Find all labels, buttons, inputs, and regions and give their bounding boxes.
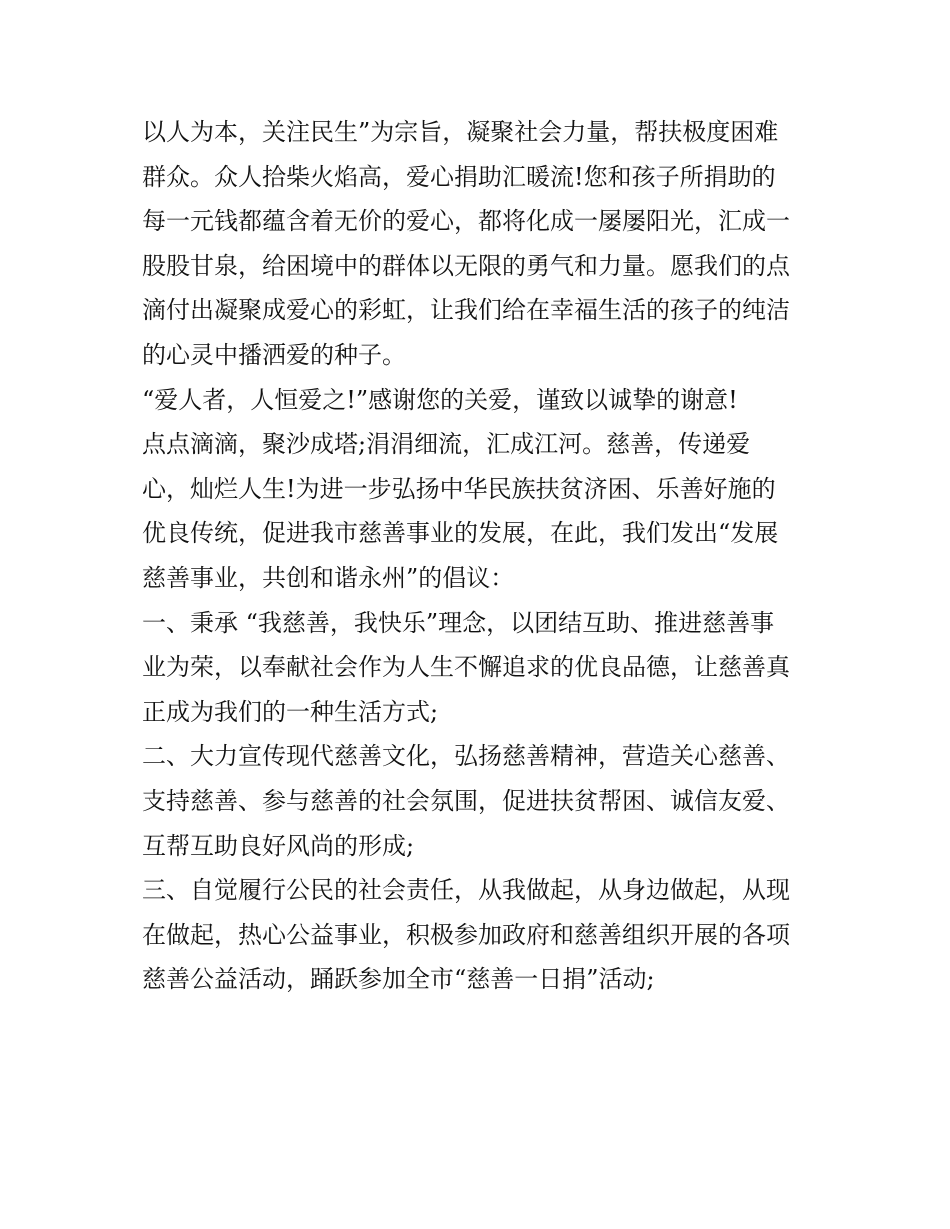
text-line: 心，灿烂人生!为进一步弘扬中华民族扶贫济困、乐善好施的 xyxy=(142,474,776,503)
text-line: 业为荣，以奉献社会作为人生不懈追求的优良品德，让慈善真 xyxy=(142,653,790,682)
text-line: 的心灵中播洒爱的种子。 xyxy=(142,340,406,369)
text-line: “爱人者，人恒爱之!”感谢您的关爱，谨致以诚挚的谢意! xyxy=(142,385,738,414)
text-line: 正成为我们的一种生活方式; xyxy=(142,697,439,726)
text-line: 优良传统，促进我市慈善事业的发展，在此，我们发出“发展 xyxy=(142,519,779,548)
text-line: 股股甘泉，给困境中的群体以无限的勇气和力量。愿我们的点 xyxy=(142,251,790,280)
text-line: 慈善公益活动，踊跃参加全市“慈善一日捐”活动; xyxy=(142,965,655,994)
text-line: 点点滴滴，聚沙成塔;涓涓细流，汇成江河。慈善，传递爱 xyxy=(142,430,751,459)
text-line: 二、大力宣传现代慈善文化，弘扬慈善精神，营造关心慈善、 xyxy=(142,742,790,771)
text-line: 滴付出凝聚成爱心的彩虹，让我们给在幸福生活的孩子的纯洁 xyxy=(142,296,790,325)
text-line: 互帮互助良好风尚的形成; xyxy=(142,831,415,860)
text-line: 在做起，热心公益事业，积极参加政府和慈善组织开展的各项 xyxy=(142,920,790,949)
text-line: 群众。众人拾柴火焰高，爱心捐助汇暖流!您和孩子所捐助的 xyxy=(142,162,776,191)
text-line: 慈善事业，共创和谐永州”的倡议： xyxy=(142,563,515,592)
text-line: 支持慈善、参与慈善的社会氛围，促进扶贫帮困、诚信友爱、 xyxy=(142,786,790,815)
text-line: 一、秉承 “我慈善，我快乐”理念，以团结互助、推进慈善事 xyxy=(142,608,775,637)
text-line: 以人为本，关注民生”为宗旨，凝聚社会力量，帮扶极度困难 xyxy=(142,118,779,146)
text-line: 每一元钱都蕴含着无价的爱心，都将化成一屡屡阳光，汇成一 xyxy=(142,207,790,236)
document-body xyxy=(142,110,822,1002)
text-line: 三、自觉履行公民的社会责任，从我做起，从身边做起，从现 xyxy=(142,876,790,905)
